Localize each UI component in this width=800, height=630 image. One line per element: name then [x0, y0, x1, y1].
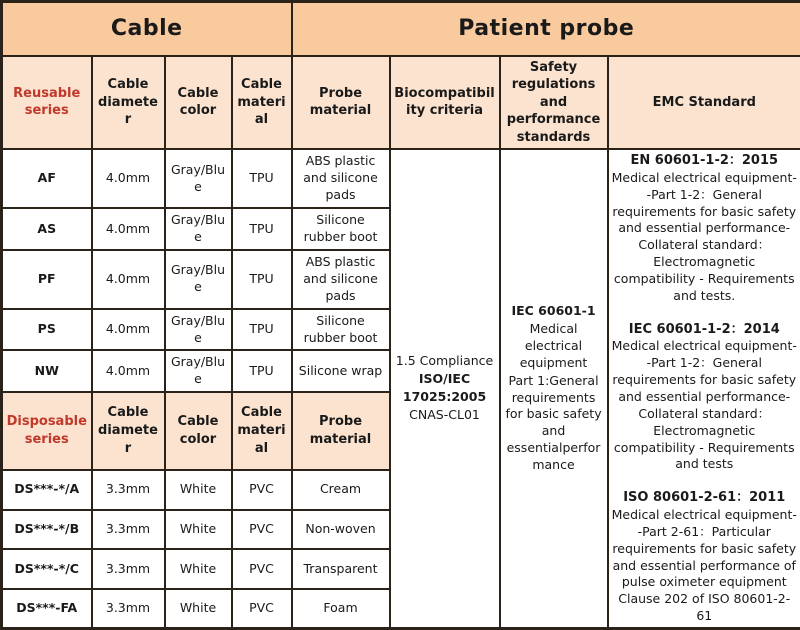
diameter-cell: 4.0mm: [92, 149, 165, 208]
series-cell: AS: [2, 208, 92, 249]
emc-entry-heading: ISO 80601-2-61：2011: [612, 489, 798, 507]
material-cell: TPU: [232, 350, 292, 391]
series-cell: PF: [2, 250, 92, 309]
probe-material-cell: Non-woven: [292, 510, 390, 550]
color-cell: White: [165, 589, 232, 629]
col-header-cable-diameter: Cable diameter: [92, 56, 165, 150]
section-header-cable: Cable: [2, 2, 292, 56]
col-header-emc: EMC Standard: [608, 56, 800, 150]
col-header-cable-material: Cable material: [232, 56, 292, 150]
section-header-row: [2, 2, 800, 56]
series-cell: PS: [2, 309, 92, 350]
probe-material-cell: Foam: [292, 589, 390, 629]
material-cell: TPU: [232, 149, 292, 208]
col-header-cable-color: Cable color: [165, 56, 232, 150]
diameter-cell: 4.0mm: [92, 350, 165, 391]
probe-material-cell: Transparent: [292, 549, 390, 589]
col-header-biocompatibility: Biocompatibility criteria: [390, 56, 500, 150]
color-cell: White: [165, 549, 232, 589]
color-cell: Gray/Blue: [165, 309, 232, 350]
emc-entry: [612, 489, 798, 625]
color-cell: White: [165, 510, 232, 550]
emc-entry: [612, 321, 798, 474]
biocompatibility-line: 17025:2005: [394, 389, 496, 406]
diameter-cell: 4.0mm: [92, 208, 165, 249]
series-cell: DS***-*/C: [2, 549, 92, 589]
biocompatibility-line: 1.5 Compliance: [394, 353, 496, 370]
color-cell: Gray/Blue: [165, 208, 232, 249]
section-header-patient-probe: Patient probe: [292, 2, 800, 56]
probe-material-cell: ABS plastic and silicone pads: [292, 149, 390, 208]
col-header-disposable-series: Disposable series: [2, 392, 92, 470]
material-cell: TPU: [232, 208, 292, 249]
color-cell: Gray/Blue: [165, 250, 232, 309]
table-row-af: [2, 149, 800, 208]
color-cell: Gray/Blue: [165, 350, 232, 391]
material-cell: PVC: [232, 510, 292, 550]
diameter-cell: 3.3mm: [92, 589, 165, 629]
series-cell: DS***-*/B: [2, 510, 92, 550]
probe-material-cell: Cream: [292, 470, 390, 510]
material-cell: PVC: [232, 589, 292, 629]
material-cell: PVC: [232, 470, 292, 510]
col-header-probe-material: Probe material: [292, 56, 390, 150]
col-header-cable-color: Cable color: [165, 392, 232, 470]
diameter-cell: 4.0mm: [92, 250, 165, 309]
emc-entry-heading: IEC 60601-1-2：2014: [612, 321, 798, 339]
biocompatibility-line: ISO/IEC: [394, 371, 496, 388]
biocompatibility-cell: [390, 149, 500, 628]
safety-body-line: Part 1:General requirements for basic safety and essentialperformance: [504, 373, 604, 474]
diameter-cell: 4.0mm: [92, 309, 165, 350]
biocompatibility-line: CNAS-CL01: [394, 407, 496, 424]
emc-entry-heading: EN 60601-1-2：2015: [612, 152, 798, 170]
emc-entry-body: Medical electrical equipment--Part 1-2：General requirements for basic safety and essential performance-Collateral standard：Electromagnetic compatibility - Requirements and tests: [612, 338, 798, 473]
probe-material-cell: ABS plastic and silicone pads: [292, 250, 390, 309]
series-cell: AF: [2, 149, 92, 208]
diameter-cell: 3.3mm: [92, 470, 165, 510]
emc-cell: [608, 149, 800, 628]
reusable-header-row: [2, 56, 800, 150]
series-cell: DS***-*/A: [2, 470, 92, 510]
probe-material-cell: Silicone rubber boot: [292, 309, 390, 350]
col-header-probe-material: Probe material: [292, 392, 390, 470]
safety-body-line: Medical electrical equipment: [504, 321, 604, 372]
material-cell: TPU: [232, 250, 292, 309]
material-cell: PVC: [232, 549, 292, 589]
probe-material-cell: Silicone wrap: [292, 350, 390, 391]
probe-material-cell: Silicone rubber boot: [292, 208, 390, 249]
col-header-cable-diameter: Cable diameter: [92, 392, 165, 470]
color-cell: White: [165, 470, 232, 510]
diameter-cell: 3.3mm: [92, 549, 165, 589]
material-cell: TPU: [232, 309, 292, 350]
emc-entry-body: Medical electrical equipment--Part 2-61：Particular requirements for basic safety and essential performance of pulse oximeter equipment Clause 202 of ISO 80601-2-61: [612, 507, 798, 625]
series-cell: DS***-FA: [2, 589, 92, 629]
safety-cell: [500, 149, 608, 628]
emc-entry-body: Medical electrical equipment--Part 1-2：General requirements for basic safety and essential performance-Collateral standard：Electromagnetic compatibility - Requirements and tests.: [612, 170, 798, 305]
emc-entry: [612, 152, 798, 305]
col-header-reusable-series: Reusable series: [2, 56, 92, 150]
diameter-cell: 3.3mm: [92, 510, 165, 550]
safety-standard: IEC 60601-1: [504, 303, 604, 320]
col-header-cable-material: Cable material: [232, 392, 292, 470]
col-header-safety: Safety regulations and performance standards: [500, 56, 608, 150]
color-cell: Gray/Blue: [165, 149, 232, 208]
series-cell: NW: [2, 350, 92, 391]
